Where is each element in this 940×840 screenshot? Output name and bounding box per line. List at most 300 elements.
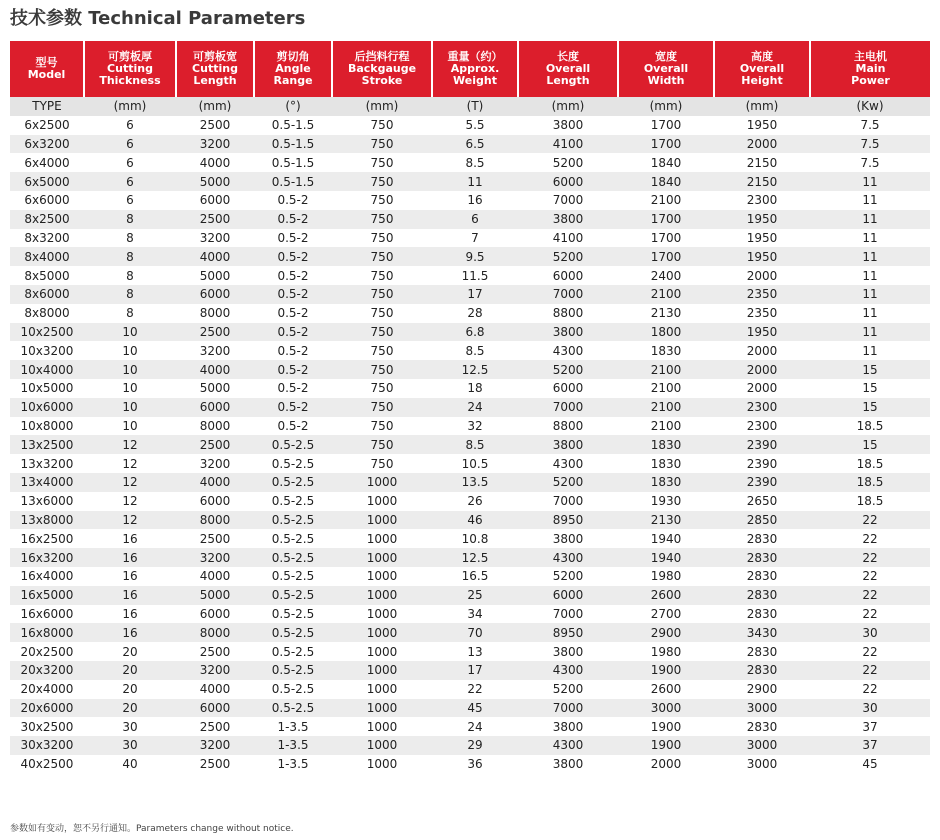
table-cell: 8000 (176, 623, 254, 642)
table-cell: 1000 (332, 736, 432, 755)
table-row (10, 379, 930, 398)
table-cell: 7.5 (810, 135, 930, 154)
table-cell: 2400 (618, 266, 714, 285)
table-cell: 3200 (176, 341, 254, 360)
table-cell: 2830 (714, 567, 810, 586)
table-row (10, 586, 930, 605)
table-cell: 0.5-2.5 (254, 548, 332, 567)
table-cell: 1930 (618, 492, 714, 511)
table-cell: 12 (84, 435, 176, 454)
table-cell: 1950 (714, 116, 810, 135)
table-cell: 4000 (176, 680, 254, 699)
table-row (10, 511, 930, 530)
table-cell: 750 (332, 247, 432, 266)
table-cell: 750 (332, 135, 432, 154)
table-cell: 5000 (176, 379, 254, 398)
table-row (10, 304, 930, 323)
table-cell: 750 (332, 341, 432, 360)
header-en1-label: Overall (643, 62, 689, 75)
table-cell: 750 (332, 153, 432, 172)
table-cell: 12 (84, 454, 176, 473)
column-header (432, 41, 518, 97)
table-cell: 16x5000 (10, 586, 84, 605)
table-cell: 3200 (176, 736, 254, 755)
table-cell: 6 (84, 116, 176, 135)
table-cell: 0.5-2 (254, 229, 332, 248)
table-row (10, 247, 930, 266)
table-cell: 2830 (714, 661, 810, 680)
table-cell: 4000 (176, 247, 254, 266)
table-cell: 10.8 (432, 529, 518, 548)
table-cell: 20x2500 (10, 642, 84, 661)
table-cell: 12 (84, 473, 176, 492)
table-cell: 1000 (332, 699, 432, 718)
table-cell: 750 (332, 360, 432, 379)
table-cell: 22 (810, 586, 930, 605)
table-cell: 0.5-2 (254, 417, 332, 436)
header-cn-label: 可剪板厚 (108, 50, 152, 63)
table-row (10, 135, 930, 154)
table-cell: 16 (84, 567, 176, 586)
column-header (618, 41, 714, 97)
table-cell: 750 (332, 304, 432, 323)
table-cell: 2390 (714, 473, 810, 492)
table-cell: 2500 (176, 210, 254, 229)
table-cell: 750 (332, 417, 432, 436)
header-en1-label: Main (855, 62, 886, 75)
table-cell: 1000 (332, 605, 432, 624)
table-row (10, 605, 930, 624)
table-cell: 12 (84, 511, 176, 530)
table-cell: 15 (810, 379, 930, 398)
table-cell: 10x3200 (10, 341, 84, 360)
table-cell: 4000 (176, 473, 254, 492)
table-cell: 20 (84, 642, 176, 661)
table-cell: 0.5-1.5 (254, 153, 332, 172)
table-cell: 4100 (518, 229, 618, 248)
table-cell: 6x6000 (10, 191, 84, 210)
table-row (10, 529, 930, 548)
table-cell: 8 (84, 285, 176, 304)
table-row (10, 755, 930, 774)
table-cell: 1940 (618, 529, 714, 548)
table-cell: 5.5 (432, 116, 518, 135)
table-row (10, 699, 930, 718)
table-cell: 11 (810, 266, 930, 285)
column-header (10, 41, 84, 97)
table-cell: 750 (332, 323, 432, 342)
table-cell: 10 (84, 417, 176, 436)
table-cell: 30x2500 (10, 717, 84, 736)
header-en1-label: Overall (545, 62, 591, 75)
table-cell: 46 (432, 511, 518, 530)
table-row (10, 661, 930, 680)
table-cell: 750 (332, 435, 432, 454)
table-cell: 0.5-2 (254, 360, 332, 379)
table-cell: 750 (332, 210, 432, 229)
table-cell: 7.5 (810, 116, 930, 135)
table-cell: 1000 (332, 755, 432, 774)
table-row (10, 492, 930, 511)
table-cell: 1000 (332, 642, 432, 661)
table-cell: 2300 (714, 417, 810, 436)
table-cell: 30 (84, 717, 176, 736)
column-header (254, 41, 332, 97)
unit-cell: (mm) (714, 97, 810, 116)
table-cell: 16.5 (432, 567, 518, 586)
table-cell: 1900 (618, 661, 714, 680)
table-row (10, 191, 930, 210)
table-cell: 16 (84, 548, 176, 567)
table-cell: 6 (84, 135, 176, 154)
table-cell: 0.5-1.5 (254, 135, 332, 154)
header-en2-label: Weight (453, 74, 497, 87)
unit-cell: (°) (254, 97, 332, 116)
table-cell: 8x8000 (10, 304, 84, 323)
table-cell: 22 (810, 605, 930, 624)
table-cell: 750 (332, 285, 432, 304)
table-cell: 6000 (176, 492, 254, 511)
table-cell: 0.5-2 (254, 266, 332, 285)
table-cell: 16x2500 (10, 529, 84, 548)
table-cell: 22 (810, 642, 930, 661)
table-cell: 3000 (714, 736, 810, 755)
table-cell: 16 (84, 605, 176, 624)
table-cell: 22 (810, 529, 930, 548)
table-cell: 8000 (176, 511, 254, 530)
table-cell: 2000 (714, 135, 810, 154)
header-en2-label: Stroke (361, 74, 403, 87)
table-cell: 13x4000 (10, 473, 84, 492)
header-cn-label: 长度 (557, 50, 579, 63)
table-cell: 7 (432, 229, 518, 248)
table-cell: 3200 (176, 548, 254, 567)
table-cell: 8000 (176, 417, 254, 436)
table-cell: 3800 (518, 529, 618, 548)
table-cell: 750 (332, 266, 432, 285)
header-cn-label: 后挡料行程 (354, 50, 410, 63)
table-cell: 750 (332, 229, 432, 248)
table-cell: 750 (332, 191, 432, 210)
table-cell: 0.5-2 (254, 398, 332, 417)
table-cell: 2900 (714, 680, 810, 699)
table-cell: 6x3200 (10, 135, 84, 154)
table-cell: 20x3200 (10, 661, 84, 680)
table-cell: 7000 (518, 191, 618, 210)
table-cell: 7000 (518, 285, 618, 304)
unit-cell: (mm) (176, 97, 254, 116)
header-en1-label: Cutting (107, 62, 153, 75)
table-cell: 17 (432, 285, 518, 304)
table-cell: 8 (84, 229, 176, 248)
table-cell: 2830 (714, 529, 810, 548)
header-cn-label: 型号 (35, 56, 58, 69)
table-cell: 2100 (618, 398, 714, 417)
table-cell: 3800 (518, 323, 618, 342)
table-row (10, 567, 930, 586)
table-cell: 0.5-2.5 (254, 567, 332, 586)
table-cell: 3200 (176, 454, 254, 473)
header-en2-label: Height (741, 74, 783, 87)
unit-cell: (Kw) (810, 97, 930, 116)
table-cell: 8.5 (432, 153, 518, 172)
table-row (10, 473, 930, 492)
table-cell: 2350 (714, 304, 810, 323)
table-cell: 16x8000 (10, 623, 84, 642)
table-cell: 3800 (518, 116, 618, 135)
header-cn-label: 可剪板宽 (193, 50, 237, 63)
table-row (10, 360, 930, 379)
table-cell: 7000 (518, 492, 618, 511)
table-cell: 6000 (518, 379, 618, 398)
table-cell: 7000 (518, 398, 618, 417)
table-cell: 5200 (518, 680, 618, 699)
header-en1-label: Overall (739, 62, 785, 75)
column-header (332, 41, 432, 97)
table-cell: 3000 (618, 699, 714, 718)
table-cell: 8800 (518, 304, 618, 323)
table-cell: 11 (810, 191, 930, 210)
table-cell: 32 (432, 417, 518, 436)
table-row (10, 417, 930, 436)
table-cell: 11 (810, 341, 930, 360)
table-cell: 1980 (618, 567, 714, 586)
table-cell: 8x4000 (10, 247, 84, 266)
table-cell: 750 (332, 116, 432, 135)
table-cell: 12.5 (432, 360, 518, 379)
table-cell: 4300 (518, 661, 618, 680)
table-cell: 2500 (176, 435, 254, 454)
table-row (10, 398, 930, 417)
table-cell: 20x6000 (10, 699, 84, 718)
table-cell: 22 (810, 548, 930, 567)
table-row (10, 116, 930, 135)
table-cell: 2000 (714, 341, 810, 360)
table-cell: 6 (84, 172, 176, 191)
unit-cell: (mm) (84, 97, 176, 116)
table-cell: 29 (432, 736, 518, 755)
table-cell: 6 (84, 153, 176, 172)
table-cell: 26 (432, 492, 518, 511)
units-row (10, 97, 930, 116)
table-cell: 3200 (176, 661, 254, 680)
table-cell: 13x8000 (10, 511, 84, 530)
table-cell: 11.5 (432, 266, 518, 285)
table-cell: 2000 (714, 266, 810, 285)
table-cell: 11 (810, 285, 930, 304)
table-cell: 1700 (618, 135, 714, 154)
table-cell: 2000 (618, 755, 714, 774)
table-cell: 22 (810, 511, 930, 530)
table-cell: 1830 (618, 454, 714, 473)
table-cell: 1000 (332, 529, 432, 548)
table-cell: 2500 (176, 116, 254, 135)
table-cell: 0.5-2.5 (254, 699, 332, 718)
table-cell: 10x4000 (10, 360, 84, 379)
table-row (10, 153, 930, 172)
table-cell: 2850 (714, 511, 810, 530)
table-cell: 1000 (332, 661, 432, 680)
table-cell: 1980 (618, 642, 714, 661)
table-cell: 4300 (518, 736, 618, 755)
table-cell: 6000 (518, 586, 618, 605)
table-cell: 5000 (176, 266, 254, 285)
table-cell: 5200 (518, 567, 618, 586)
table-cell: 2600 (618, 586, 714, 605)
table-cell: 16 (84, 529, 176, 548)
table-cell: 2830 (714, 605, 810, 624)
table-cell: 4300 (518, 454, 618, 473)
table-cell: 2650 (714, 492, 810, 511)
table-cell: 16 (84, 623, 176, 642)
table-cell: 7.5 (810, 153, 930, 172)
table-cell: 1000 (332, 511, 432, 530)
unit-cell: (T) (432, 97, 518, 116)
table-row (10, 642, 930, 661)
table-cell: 6.5 (432, 135, 518, 154)
table-cell: 6x5000 (10, 172, 84, 191)
table-cell: 7000 (518, 699, 618, 718)
table-body (10, 97, 930, 774)
table-cell: 18.5 (810, 417, 930, 436)
table-cell: 2150 (714, 153, 810, 172)
table-cell: 16x3200 (10, 548, 84, 567)
table-cell: 1950 (714, 229, 810, 248)
table-cell: 10x5000 (10, 379, 84, 398)
header-en1-label: Model (27, 68, 66, 81)
column-header (84, 41, 176, 97)
table-cell: 10x8000 (10, 417, 84, 436)
table-cell: 0.5-2.5 (254, 473, 332, 492)
table-cell: 11 (810, 172, 930, 191)
table-cell: 10 (84, 323, 176, 342)
table-cell: 17 (432, 661, 518, 680)
table-cell: 1830 (618, 473, 714, 492)
table-cell: 0.5-2.5 (254, 623, 332, 642)
table-row (10, 285, 930, 304)
column-header (810, 41, 930, 97)
table-cell: 30 (84, 736, 176, 755)
table-cell: 4000 (176, 567, 254, 586)
table-cell: 2150 (714, 172, 810, 191)
table-cell: 750 (332, 398, 432, 417)
table-cell: 8950 (518, 511, 618, 530)
table-cell: 0.5-2 (254, 285, 332, 304)
table-cell: 40x2500 (10, 755, 84, 774)
header-en1-label: Angle (275, 62, 311, 75)
table-cell: 30 (810, 623, 930, 642)
table-cell: 10x6000 (10, 398, 84, 417)
table-cell: 2390 (714, 435, 810, 454)
table-cell: 11 (810, 229, 930, 248)
table-cell: 34 (432, 605, 518, 624)
table-cell: 0.5-2 (254, 379, 332, 398)
table-cell: 1900 (618, 717, 714, 736)
table-cell: 40 (84, 755, 176, 774)
table-cell: 0.5-2.5 (254, 642, 332, 661)
table-cell: 15 (810, 435, 930, 454)
table-row (10, 323, 930, 342)
table-cell: 1840 (618, 172, 714, 191)
table-cell: 1000 (332, 567, 432, 586)
table-cell: 0.5-2.5 (254, 492, 332, 511)
footnote: 参数如有变动，恕不另行通知。Parameters change without notice. (10, 824, 294, 834)
header-en2-label: Power (851, 74, 890, 87)
table-cell: 6000 (518, 266, 618, 285)
table-cell: 28 (432, 304, 518, 323)
table-cell: 37 (810, 736, 930, 755)
table-cell: 7000 (518, 605, 618, 624)
table-cell: 22 (432, 680, 518, 699)
table-cell: 6x2500 (10, 116, 84, 135)
table-cell: 8x3200 (10, 229, 84, 248)
unit-cell: TYPE (10, 97, 84, 116)
header-cn-label: 主电机 (854, 50, 887, 63)
table-cell: 3430 (714, 623, 810, 642)
table-cell: 6 (84, 191, 176, 210)
table-cell: 20 (84, 661, 176, 680)
table-cell: 0.5-2 (254, 341, 332, 360)
table-cell: 2500 (176, 642, 254, 661)
table-cell: 1700 (618, 116, 714, 135)
unit-cell: (mm) (618, 97, 714, 116)
table-cell: 2830 (714, 586, 810, 605)
column-header (714, 41, 810, 97)
table-cell: 20 (84, 699, 176, 718)
table-cell: 0.5-2.5 (254, 435, 332, 454)
table-cell: 22 (810, 661, 930, 680)
table-cell: 8.5 (432, 435, 518, 454)
table-cell: 11 (810, 247, 930, 266)
table-row (10, 210, 930, 229)
table-cell: 1-3.5 (254, 717, 332, 736)
header-en2-label: Width (647, 74, 685, 87)
table-cell: 3800 (518, 642, 618, 661)
table-cell: 4100 (518, 135, 618, 154)
header-en2-label: Length (193, 74, 237, 87)
table-cell: 6000 (518, 172, 618, 191)
table-cell: 4300 (518, 341, 618, 360)
table-cell: 2700 (618, 605, 714, 624)
table-cell: 13.5 (432, 473, 518, 492)
table-cell: 0.5-2.5 (254, 529, 332, 548)
table-cell: 6000 (176, 191, 254, 210)
table-cell: 13x6000 (10, 492, 84, 511)
table-cell: 16 (432, 191, 518, 210)
header-en2-label: Range (273, 74, 313, 87)
header-en1-label: Cutting (192, 62, 238, 75)
table-cell: 8800 (518, 417, 618, 436)
column-header (518, 41, 618, 97)
table-cell: 12.5 (432, 548, 518, 567)
table-cell: 2350 (714, 285, 810, 304)
table-cell: 37 (810, 717, 930, 736)
table-cell: 24 (432, 717, 518, 736)
table-cell: 1950 (714, 323, 810, 342)
table-cell: 0.5-2 (254, 304, 332, 323)
table-cell: 2300 (714, 191, 810, 210)
table-cell: 750 (332, 454, 432, 473)
table-cell: 1000 (332, 586, 432, 605)
table-cell: 2830 (714, 642, 810, 661)
parameters-table (10, 41, 930, 774)
table-cell: 6000 (176, 699, 254, 718)
table-cell: 1000 (332, 473, 432, 492)
table-cell: 1800 (618, 323, 714, 342)
table-cell: 8 (84, 247, 176, 266)
table-cell: 1900 (618, 736, 714, 755)
table-cell: 18.5 (810, 473, 930, 492)
